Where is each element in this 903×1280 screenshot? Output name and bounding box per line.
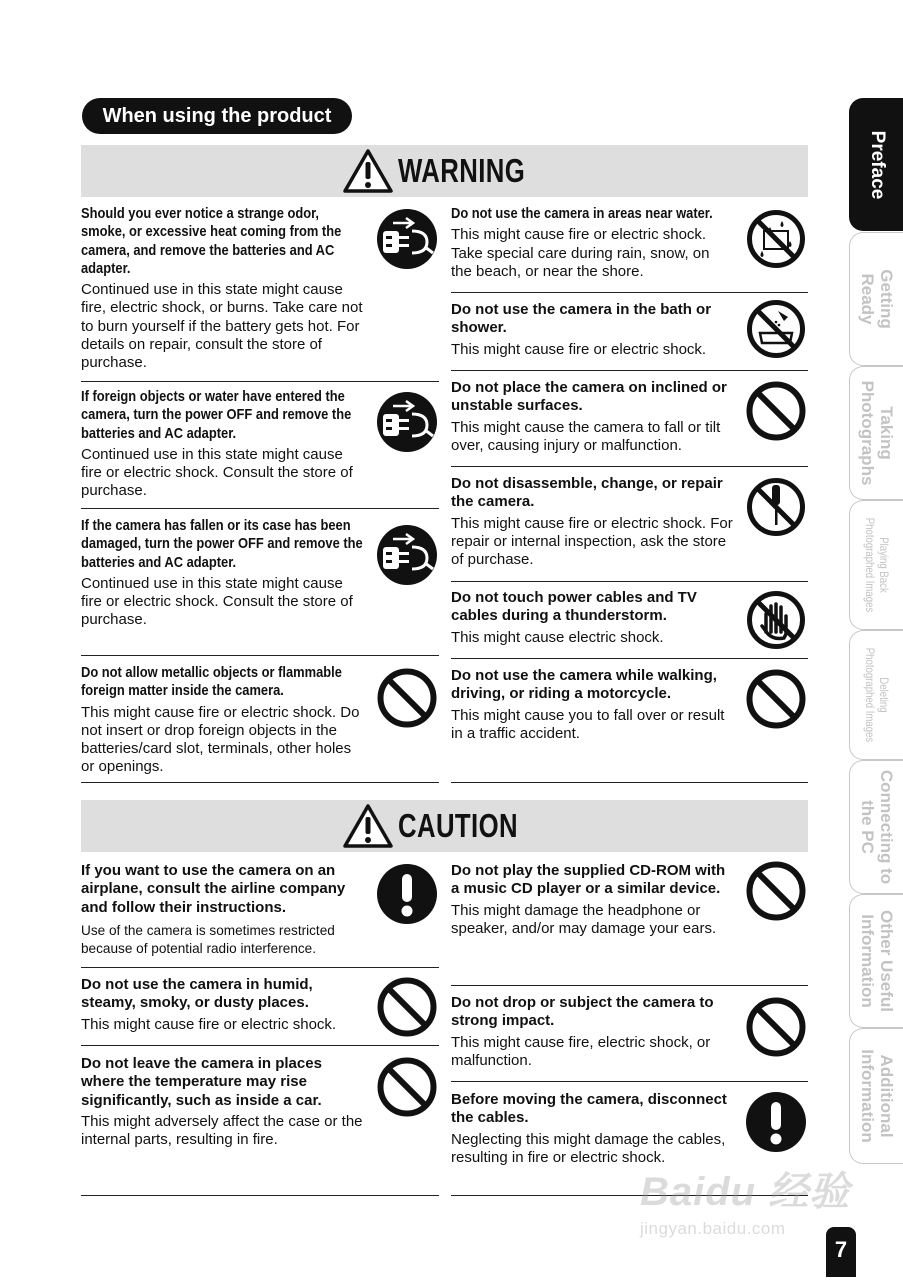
tab-other-useful[interactable] <box>849 894 903 1028</box>
item-heading: Do not allow metallic objects or flammable foreign matter inside the camera. <box>81 664 342 700</box>
item-body: This might cause you to fall over or result in a traffic accident. <box>451 706 725 742</box>
item-heading: Should you ever notice a strange odor, smoke, or excessive heat coming from the camera, and remove the batteries and AC adapter. <box>81 205 342 277</box>
prohibited-icon <box>744 859 808 923</box>
item-body: Continued use in this state might cause fire, electric shock, or burns. Take care not to burn yourself if the battery gets hot. For details on repair, consult the store of purchase. <box>81 281 363 372</box>
caution-label: CAUTION <box>397 807 518 844</box>
warning-item <box>451 589 808 647</box>
divider <box>451 581 808 582</box>
tab-label: Photographed Images <box>862 517 877 613</box>
caution-item <box>451 994 808 1070</box>
divider <box>451 782 808 783</box>
item-body: This might cause the camera to fall or tilt over, causing injury or malfunction. <box>451 418 721 454</box>
watermark-logo: Baidu 经验 <box>640 1170 851 1214</box>
divider <box>81 655 439 656</box>
item-body: This might cause fire or electric shock. Take special care during rain, snow, on the beach, or near the shore. <box>451 226 710 280</box>
item-heading: If the camera has fallen or its case has been damaged, turn the power OFF and remove the batteries and AC adapter. <box>81 517 363 571</box>
item-body: This might cause fire or electric shock. <box>451 340 707 358</box>
prohibited-icon <box>375 1055 439 1119</box>
warning-item <box>81 205 439 373</box>
tab-label: Photographs <box>857 380 877 486</box>
divider <box>451 466 808 467</box>
tab-getting-ready[interactable] <box>849 232 903 366</box>
tab-additional[interactable] <box>849 1028 903 1164</box>
item-heading: Do not play the supplied CD-ROM with a music CD player or a similar device. <box>451 862 726 898</box>
unplug-icon <box>375 207 439 271</box>
warning-item <box>81 388 439 501</box>
caution-item <box>451 862 808 938</box>
tab-connecting-pc[interactable] <box>849 760 903 894</box>
warning-item <box>451 475 808 569</box>
warning-item <box>81 664 439 777</box>
item-body: Continued use in this state might cause fire or electric shock. Consult the store of purchase. <box>81 574 353 629</box>
prohibited-icon <box>744 379 808 443</box>
item-body: Neglecting this might damage the cables, resulting in fire or electric shock. <box>451 1130 726 1166</box>
divider <box>81 1195 439 1196</box>
warning-item <box>451 667 808 743</box>
mandatory-icon <box>744 1090 808 1154</box>
tab-label: Getting <box>876 269 896 329</box>
warning-label: WARNING <box>397 152 525 189</box>
item-heading: If you want to use the camera on an airplane, consult the airline company and follow their instructions. <box>81 862 346 916</box>
unplug-icon <box>375 390 439 454</box>
tab-label: Information <box>857 1049 877 1143</box>
item-heading: Do not use the camera in the bath or shower. <box>451 301 712 337</box>
item-body: Continued use in this state might cause fire or electric shock. Consult the store of purchase. <box>81 445 353 500</box>
divider <box>81 967 439 968</box>
unplug-icon <box>375 523 439 587</box>
tab-preface[interactable] <box>849 98 903 231</box>
item-body: This might adversely affect the case or the internal parts, resulting in fire. <box>81 1112 363 1149</box>
caution-triangle-icon <box>342 803 394 849</box>
item-body: This might cause fire, electric shock, or malfunction. <box>451 1033 711 1069</box>
warning-item <box>451 379 808 455</box>
tab-label: Photographed Images <box>862 647 877 743</box>
item-heading: Do not touch power cables and TV cables during a thunderstorm. <box>451 589 697 625</box>
tab-playing-back[interactable] <box>849 500 903 630</box>
item-heading: If foreign objects or water have entered the camera, turn the power OFF and remove the batteries and AC adapter. <box>81 388 352 442</box>
divider <box>451 292 808 293</box>
tab-label: Other Useful <box>876 909 896 1013</box>
prohibited-icon <box>375 975 439 1039</box>
no-water-icon <box>744 207 808 271</box>
tab-label: the PC <box>857 800 877 854</box>
prohibited-icon <box>744 995 808 1059</box>
divider <box>81 381 439 382</box>
item-body: Use of the camera is sometimes restricted because of potential radio interference. <box>81 922 335 956</box>
tab-label: Playing Back <box>876 537 891 593</box>
tab-label: Deleting <box>876 677 891 713</box>
prohibited-icon <box>744 667 808 731</box>
item-heading: Do not leave the camera in places where the temperature may rise significantly, such as inside a car. <box>81 1055 322 1109</box>
item-body: This might cause fire or electric shock. Do not insert or drop foreign objects in the batteries/card slot, terminals, other holes or openings. <box>81 703 360 776</box>
no-shower-icon <box>744 297 808 361</box>
caution-banner <box>81 800 808 852</box>
tab-taking-photographs[interactable] <box>849 366 903 500</box>
warning-item <box>451 205 808 281</box>
item-heading: Before moving the camera, disconnect the cables. <box>451 1091 727 1127</box>
item-body: This might damage the headphone or speaker, and/or may damage your ears. <box>451 901 717 937</box>
divider <box>81 782 439 783</box>
item-heading: Do not use the camera while walking, driving, or riding a motorcycle. <box>451 667 717 703</box>
tab-label: Preface <box>866 130 888 199</box>
item-heading: Do not disassemble, change, or repair the camera. <box>451 475 723 511</box>
tab-label: Ready <box>857 273 877 325</box>
warning-item <box>81 517 439 630</box>
divider <box>451 985 808 986</box>
tab-label: Information <box>857 914 877 1008</box>
item-body: This might cause fire or electric shock. <box>81 1015 337 1033</box>
mandatory-icon <box>375 862 439 926</box>
warning-item <box>451 301 808 359</box>
warning-banner <box>81 145 808 197</box>
divider <box>451 658 808 659</box>
item-heading: Do not use the camera in humid, steamy, smoky, or dusty places. <box>81 976 313 1012</box>
tab-label: Connecting to <box>876 769 896 885</box>
item-heading: Do not use the camera in areas near water. <box>451 205 713 222</box>
caution-item <box>81 1055 439 1149</box>
divider <box>81 508 439 509</box>
divider <box>451 1081 808 1082</box>
no-touch-icon <box>744 588 808 652</box>
item-heading: Do not drop or subject the camera to strong impact. <box>451 994 714 1030</box>
item-body: This might cause fire or electric shock. For repair or internal inspection, ask the store of purchase. <box>451 514 733 569</box>
warning-triangle-icon <box>342 148 394 194</box>
tab-label: Additional <box>876 1054 896 1138</box>
no-disassembly-icon <box>744 475 808 539</box>
item-heading: Do not place the camera on inclined or unstable surfaces. <box>451 379 727 415</box>
item-body: This might cause electric shock. <box>451 628 664 646</box>
tab-deleting[interactable] <box>849 630 903 760</box>
tab-label: Taking <box>876 406 896 460</box>
divider <box>451 370 808 371</box>
page-number: 7 <box>826 1227 856 1277</box>
caution-item <box>451 1091 808 1167</box>
caution-item <box>81 862 439 958</box>
caution-item <box>81 976 439 1034</box>
prohibited-icon <box>375 666 439 730</box>
divider <box>81 1045 439 1046</box>
watermark-url: jingyan.baidu.com <box>640 1219 786 1238</box>
section-title: When using the product <box>82 98 352 134</box>
